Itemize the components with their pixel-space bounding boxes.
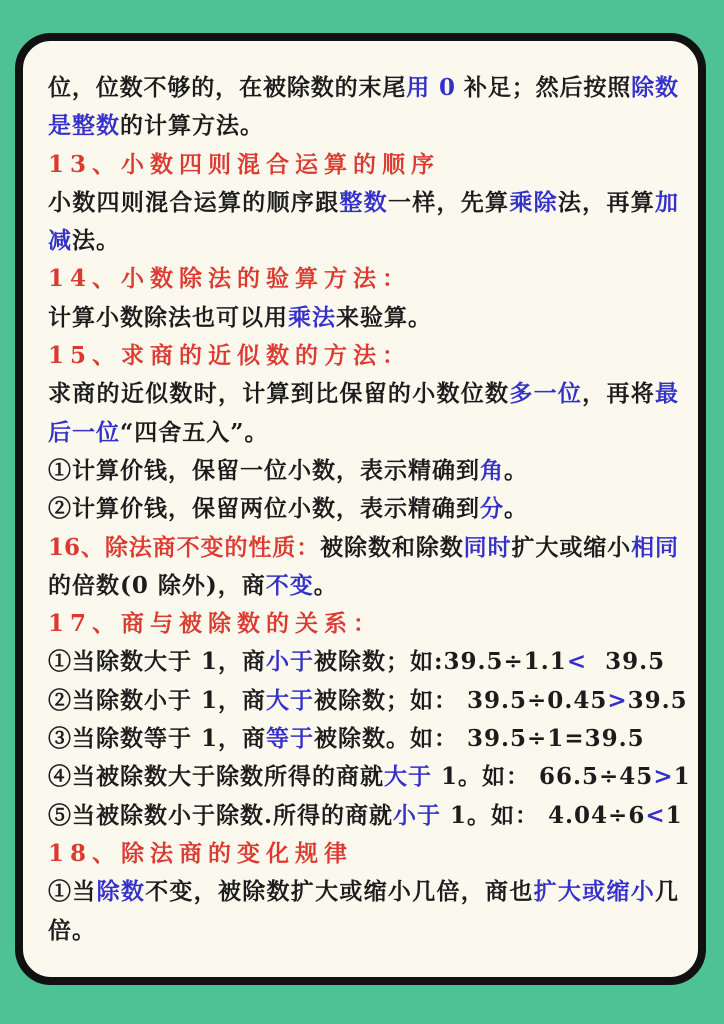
- section-heading: [48, 605, 678, 643]
- text-segment-blue: <: [566, 648, 588, 676]
- text-segment-black: 被除数；如： 39.5÷0.45: [314, 686, 608, 714]
- section-heading: [48, 835, 678, 873]
- text-segment-blue: 同时: [463, 533, 512, 561]
- text-segment-black: ④当被除数大于除数所得的商就: [48, 763, 384, 791]
- text-segment-blue: 小于: [266, 648, 315, 676]
- section-heading: [48, 337, 678, 375]
- text-segment-black: 法，再算: [557, 188, 656, 216]
- text-segment-black: 不变，被除数扩大或缩小几倍，商也: [145, 878, 534, 906]
- text-segment-black: 1: [665, 801, 683, 829]
- text-segment-blue: 等于: [266, 725, 315, 753]
- text-segment-red: 17、商与被除数的关系：: [48, 610, 383, 638]
- text-segment-red: 16、除法商不变的性质：: [48, 533, 321, 561]
- text-segment-black: 。: [504, 495, 528, 523]
- section-heading: [48, 260, 678, 298]
- text-line: [48, 682, 688, 720]
- text-segment-black: 求商的近似数时，计算到比保留的小数位数: [48, 380, 510, 408]
- text-segment-black: 法。: [72, 227, 120, 255]
- text-line: [48, 567, 678, 605]
- text-segment-black: 一样，先算: [387, 188, 510, 216]
- text-segment-blue: 乘除: [509, 188, 558, 216]
- text-segment-blue: 是整数: [48, 112, 120, 140]
- notes-card: [15, 33, 706, 985]
- text-segment-blue: 减: [48, 227, 72, 255]
- text-line: [48, 69, 678, 107]
- text-segment-black: 几: [655, 878, 679, 906]
- text-segment-blue: 后一位: [48, 418, 120, 446]
- text-line: [48, 299, 678, 337]
- text-segment-black: ①计算价钱，保留一位小数，表示精确到: [48, 456, 480, 484]
- text-segment-black: 。: [313, 571, 338, 599]
- text-segment-black: ⑤当被除数小于除数.所得的商就: [48, 801, 394, 829]
- text-segment-blue: 角: [480, 456, 504, 484]
- text-line: [48, 222, 678, 260]
- text-segment-blue: 相同: [631, 533, 679, 561]
- text-segment-blue: 用 0: [406, 74, 464, 101]
- text-segment-blue: >: [653, 763, 674, 791]
- text-line: [48, 720, 678, 758]
- text-segment-black: ①当除数大于 1，商: [48, 648, 267, 676]
- text-segment-blue: 最: [655, 380, 679, 408]
- text-line: [48, 414, 678, 452]
- text-line: [48, 758, 691, 796]
- text-segment-black: ③当除数等于 1，商: [48, 725, 267, 753]
- text-line: [48, 184, 678, 222]
- text-line: [48, 912, 678, 950]
- text-segment-blue: 小于: [393, 801, 442, 829]
- text-segment-black: ①当: [48, 878, 97, 906]
- text-segment-blue: 分: [480, 495, 504, 523]
- text-segment-red: 18、除法商的变化规律: [48, 839, 354, 867]
- text-segment-blue: 不变: [265, 571, 314, 599]
- text-segment-blue: 大于: [384, 763, 432, 791]
- text-line: [48, 529, 678, 567]
- text-line: [48, 107, 678, 145]
- text-segment-black: 1: [673, 763, 691, 791]
- text-segment-black: ②计算价钱，保留两位小数，表示精确到: [48, 495, 480, 523]
- text-segment-black: 补足；然后按照: [463, 74, 632, 101]
- text-segment-blue: 扩大或缩小: [533, 878, 656, 906]
- text-segment-black: ②当除数小于 1，商: [48, 686, 267, 714]
- text-segment-blue: 多一位: [509, 380, 583, 408]
- text-segment-blue: 除数: [631, 74, 679, 101]
- text-segment-black: 1。如： 66.5÷45: [432, 763, 654, 791]
- text-segment-blue: 大于: [266, 686, 315, 714]
- text-segment-black: 小数四则混合运算的顺序跟: [48, 188, 340, 216]
- text-line: [48, 490, 678, 528]
- text-line: [48, 452, 678, 490]
- text-segment-black: 39.5: [627, 686, 688, 714]
- text-segment-black: 的倍数(0 除外)，商: [48, 571, 266, 599]
- text-segment-blue: 除数: [96, 878, 146, 906]
- text-segment-black: 倍。: [48, 916, 96, 944]
- text-segment-black: 1。如： 4.04÷6: [441, 801, 646, 829]
- text-segment-blue: 加: [655, 188, 679, 216]
- text-segment-black: 扩大或缩小: [511, 533, 632, 561]
- text-segment-black: 被除数。如： 39.5÷1=39.5: [314, 725, 645, 753]
- text-segment-black: 来验算。: [336, 303, 432, 331]
- text-line: [48, 797, 683, 835]
- text-segment-black: 的计算方法。: [120, 112, 264, 140]
- text-segment-red: 15、求商的近似数的方法：: [48, 342, 412, 370]
- text-segment-blue: <: [645, 801, 666, 829]
- text-segment-black: 被除数和除数: [320, 533, 464, 561]
- text-segment-blue: 乘法: [288, 303, 336, 331]
- text-segment-black: 。: [504, 456, 528, 484]
- text-line: [48, 375, 678, 413]
- text-segment-black: 计算小数除法也可以用: [48, 303, 288, 331]
- text-segment-blue: 整数: [339, 188, 388, 216]
- text-segment-black: “四舍五入”。: [120, 418, 269, 446]
- text-segment-black: 39.5: [587, 648, 666, 676]
- text-segment-blue: >: [607, 686, 628, 714]
- text-line: [48, 873, 678, 911]
- notes-content: [48, 69, 691, 950]
- text-line: [48, 643, 678, 681]
- text-segment-black: 位，位数不够的，在被除数的末尾: [48, 74, 407, 101]
- text-segment-red: 13、小数四则混合运算的顺序: [48, 150, 441, 178]
- section-heading: [48, 146, 678, 184]
- text-segment-black: ，再将: [582, 380, 656, 408]
- text-segment-red: 14、小数除法的验算方法：: [48, 265, 412, 293]
- text-segment-black: 被除数；如:39.5÷1.1: [314, 648, 567, 676]
